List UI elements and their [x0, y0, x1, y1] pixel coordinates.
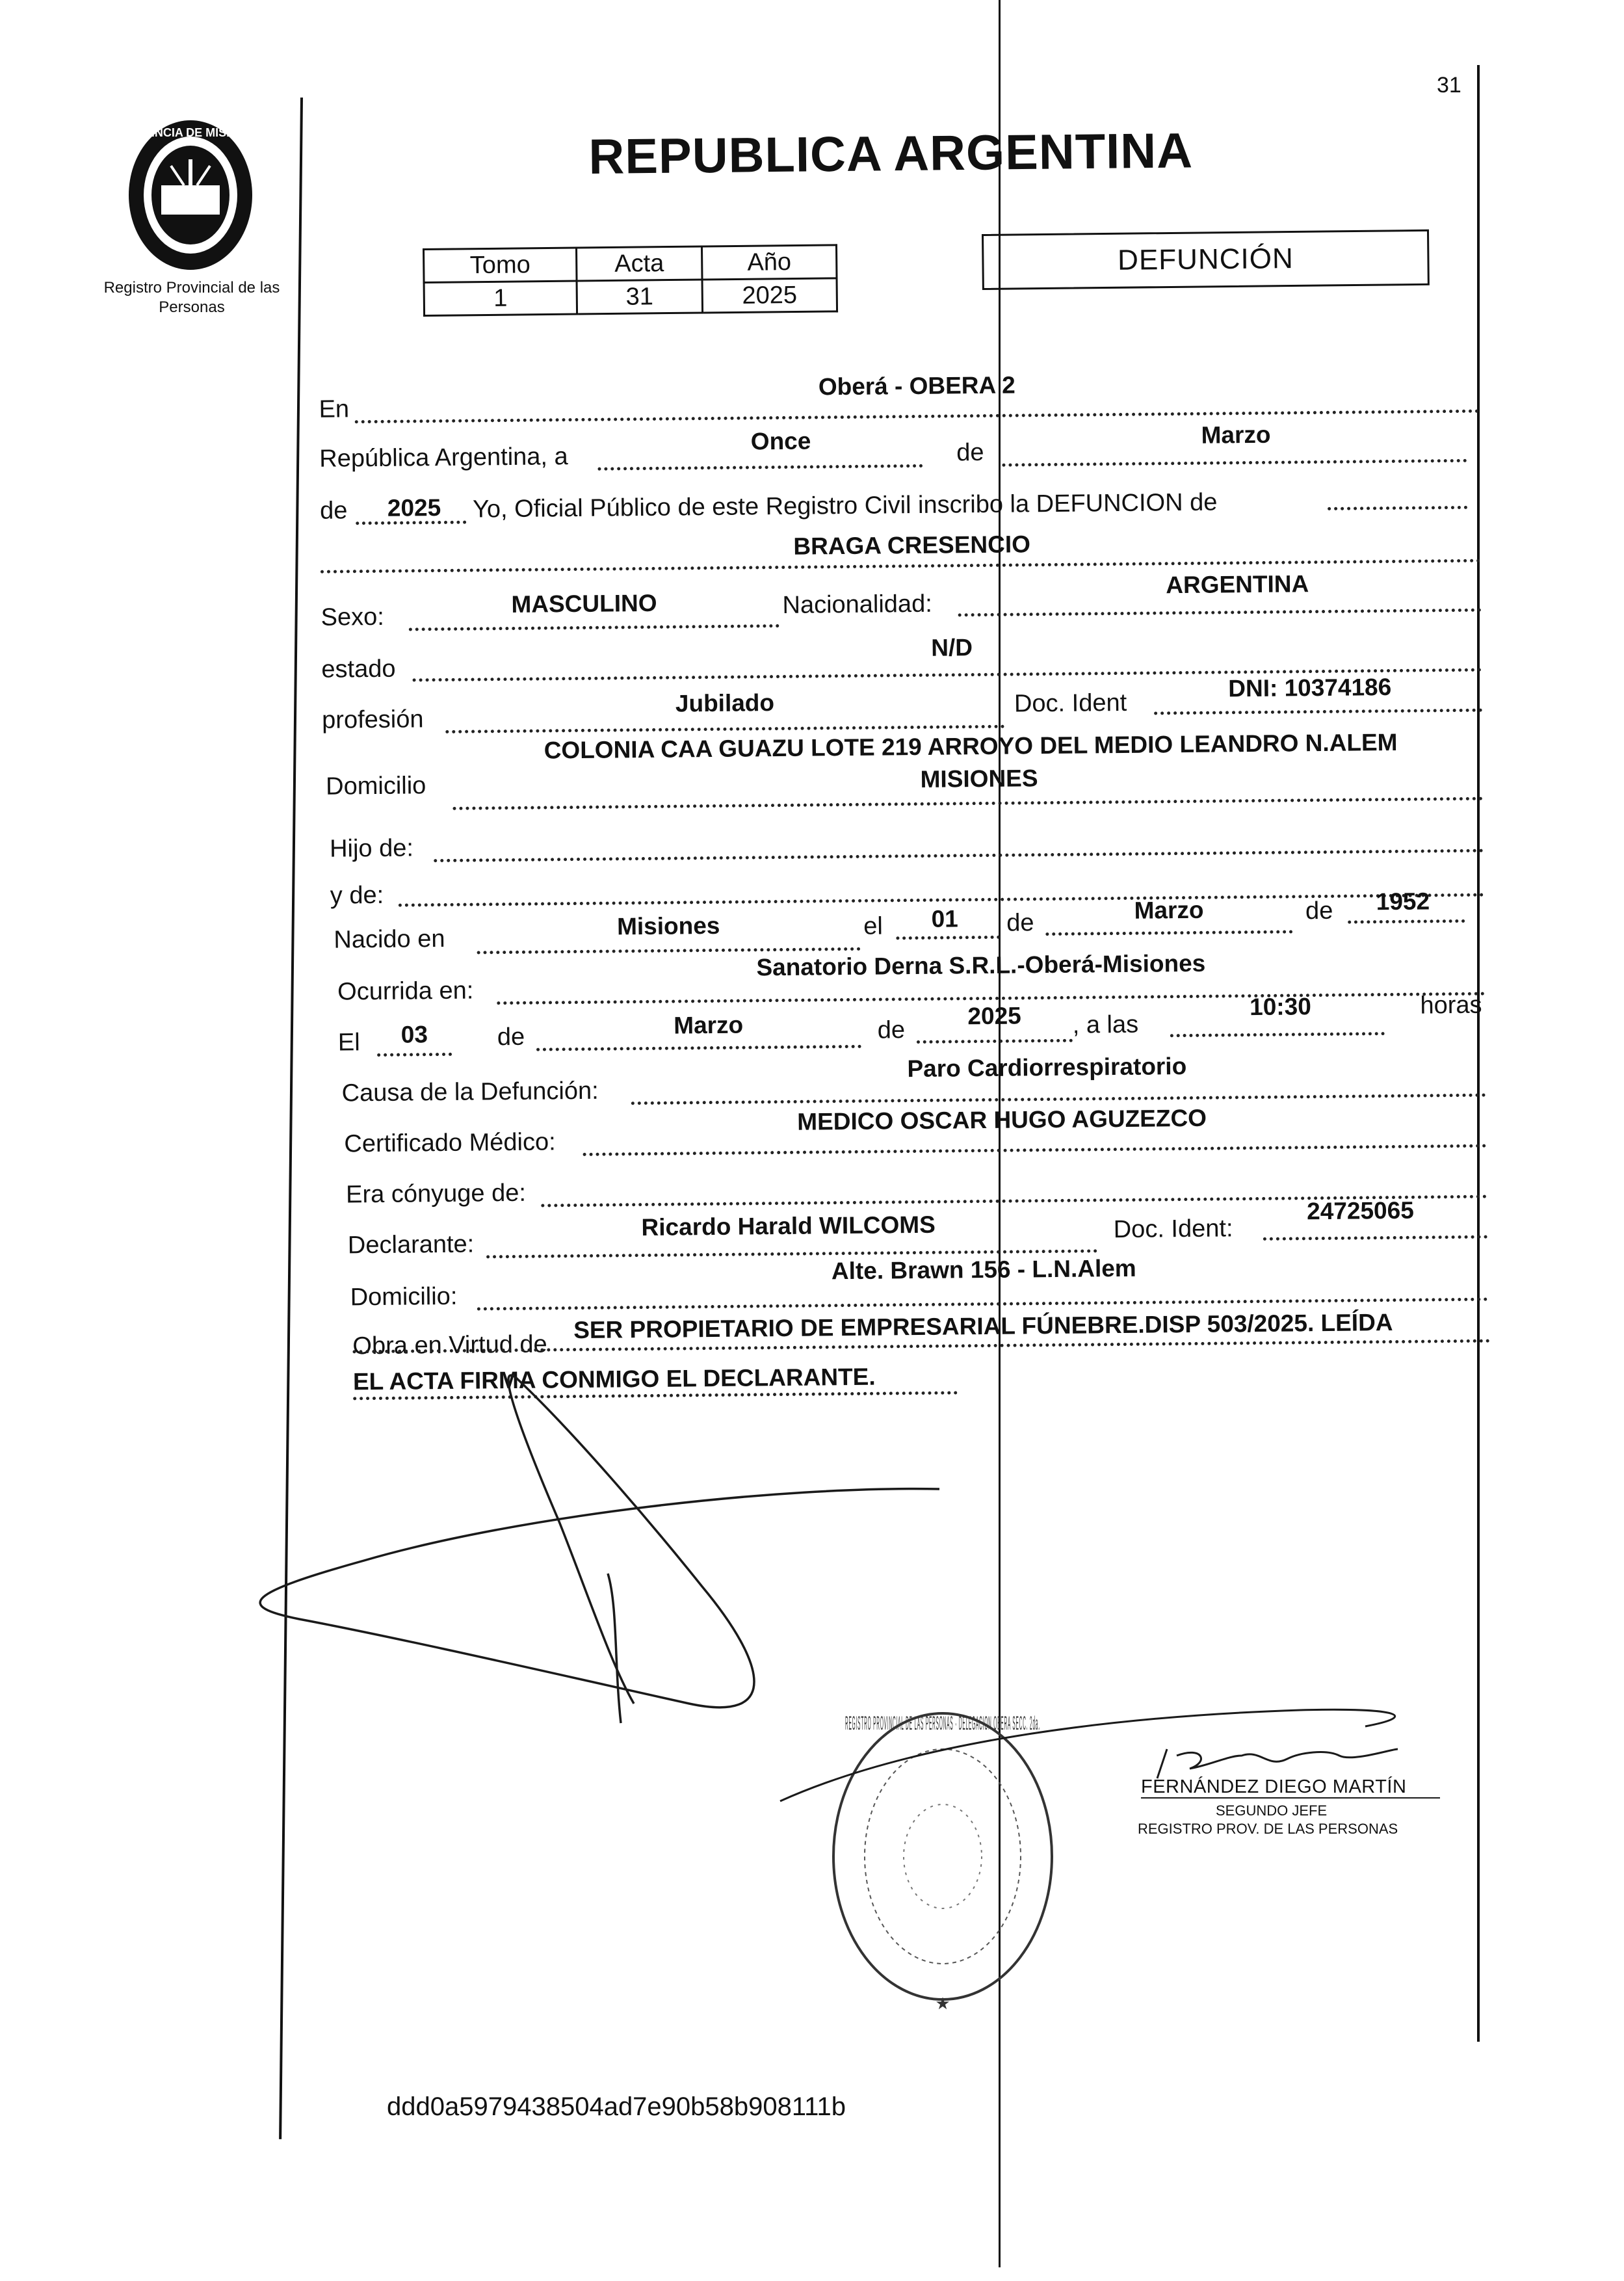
record-value-tomo: 1 — [424, 281, 577, 315]
value-month: Marzo — [1201, 421, 1271, 449]
label-sexo: Sexo: — [321, 603, 385, 631]
label-de: de — [877, 1016, 906, 1044]
record-value-anio: 2025 — [702, 278, 837, 313]
label-el: el — [863, 912, 884, 940]
label-obra: Obra en Virtud de — [352, 1330, 547, 1360]
label-profesion: profesión — [321, 705, 424, 734]
document-id: ddd0a5979438504ad7e90b58b908111b — [387, 2092, 846, 2121]
label-el: El — [337, 1029, 360, 1057]
value-estado: N/D — [931, 634, 973, 661]
value-defuncion-day: 03 — [400, 1021, 428, 1048]
label-de: de — [497, 1023, 525, 1051]
label-y-de: y de: — [330, 881, 384, 910]
label-conyuge: Era cónyuge de: — [345, 1179, 527, 1209]
label-ocurrida-en: Ocurrida en: — [337, 977, 474, 1006]
value-obra-line1: SER PROPIETARIO DE EMPRESARIAL FÚNEBRE.DISP 503/2025. LEÍDA — [573, 1309, 1393, 1344]
declarant-signature — [260, 1375, 939, 1723]
value-obra-line2: EL ACTA FIRMA CONMIGO EL DECLARANTE. — [352, 1363, 876, 1395]
label-de: de — [1006, 909, 1034, 937]
label-de: de — [956, 438, 984, 467]
value-defuncion-month: Marzo — [674, 1011, 744, 1039]
value-deceased-name: BRAGA CRESENCIO — [793, 531, 1031, 560]
agency-caption: Registro Provincial de las Personas — [103, 279, 280, 316]
value-doc-ident: DNI: 10374186 — [1228, 673, 1392, 702]
value-nacido-place: Misiones — [616, 912, 720, 940]
value-nacido-day: 01 — [931, 905, 958, 932]
label-horas: horas — [1420, 991, 1482, 1020]
value-defuncion-year: 2025 — [967, 1002, 1021, 1030]
label-doc-ident: Doc. Ident — [1014, 689, 1127, 718]
value-domicilio-line1: COLONIA CAA GUAZU LOTE 219 ARROYO DEL MEDIO LEANDRO N.ALEM — [544, 728, 1398, 764]
record-header-anio: Año — [701, 245, 837, 280]
label-estado: estado — [321, 655, 396, 683]
label-republica: República Argentina, a — [319, 443, 568, 473]
page-title: REPUBLICA ARGENTINA — [588, 123, 1194, 185]
official-stamp — [833, 1713, 1052, 2013]
value-certificado: MEDICO OSCAR HUGO AGUZEZCO — [797, 1104, 1207, 1135]
value-nacido-year: 1952 — [1376, 888, 1430, 916]
record-type-box: DEFUNCIÓN — [982, 230, 1430, 290]
value-sexo: MASCULINO — [511, 589, 657, 618]
value-ocurrida-en: Sanatorio Derna S.R.L.-Oberá-Misiones — [756, 949, 1206, 981]
label-causa: Causa de la Defunción: — [341, 1077, 599, 1107]
value-profesion: Jubilado — [675, 689, 775, 717]
label-domicilio: Domicilio — [325, 772, 426, 800]
label-certificado: Certificado Médico: — [344, 1128, 556, 1158]
value-year: 2025 — [387, 494, 441, 521]
label-declarante-doc: Doc. Ident: — [1113, 1215, 1233, 1244]
label-hijo-de: Hijo de: — [329, 834, 414, 863]
label-a-las: , a las — [1072, 1010, 1139, 1039]
stamp-text: REGISTRO PROVINCIAL DE LAS PERSONAS · DELEGACION OBERA SECC. 2da. — [845, 1713, 1040, 1734]
stamp-star-icon: ★ — [935, 1994, 950, 2013]
label-domicilio-declarante: Domicilio: — [350, 1282, 458, 1312]
record-header-tomo: Tomo — [424, 248, 577, 282]
value-defuncion-time: 10:30 — [1249, 993, 1311, 1021]
label-nacionalidad: Nacionalidad: — [782, 590, 932, 619]
official-name: FERNÁNDEZ DIEGO MARTÍN — [1141, 1776, 1407, 1797]
page-number: 31 — [1437, 73, 1461, 98]
value-domicilio-declarante: Alte. Brawn 156 - L.N.Alem — [831, 1254, 1136, 1285]
value-causa: Paro Cardiorrespiratorio — [907, 1053, 1187, 1083]
value-declarante-doc: 24725065 — [1306, 1196, 1414, 1225]
value-day: Once — [750, 427, 811, 455]
seal-text: PROVINCIA DE MISIONES — [118, 126, 263, 139]
value-en: Oberá - OBERA 2 — [818, 371, 1015, 401]
label-inscribo: Yo, Oficial Público de este Registro Civil inscribo la DEFUNCION de — [472, 488, 1218, 523]
value-nacionalidad: ARGENTINA — [1166, 570, 1309, 599]
record-value-acta: 31 — [577, 280, 703, 314]
official-role: SEGUNDO JEFE — [1216, 1802, 1328, 1819]
value-declarante: Ricardo Harald WILCOMS — [641, 1211, 936, 1241]
record-header-acta: Acta — [577, 246, 703, 281]
label-nacido-en: Nacido en — [334, 925, 445, 954]
official-office: REGISTRO PROV. DE LAS PERSONAS — [1138, 1821, 1398, 1837]
label-de: de — [1305, 897, 1333, 925]
label-de-year: de — [319, 497, 348, 525]
value-domicilio-line2: MISIONES — [920, 765, 1038, 793]
label-en: En — [319, 395, 350, 423]
value-nacido-month: Marzo — [1134, 896, 1204, 924]
label-declarante: Declarante: — [347, 1230, 475, 1259]
